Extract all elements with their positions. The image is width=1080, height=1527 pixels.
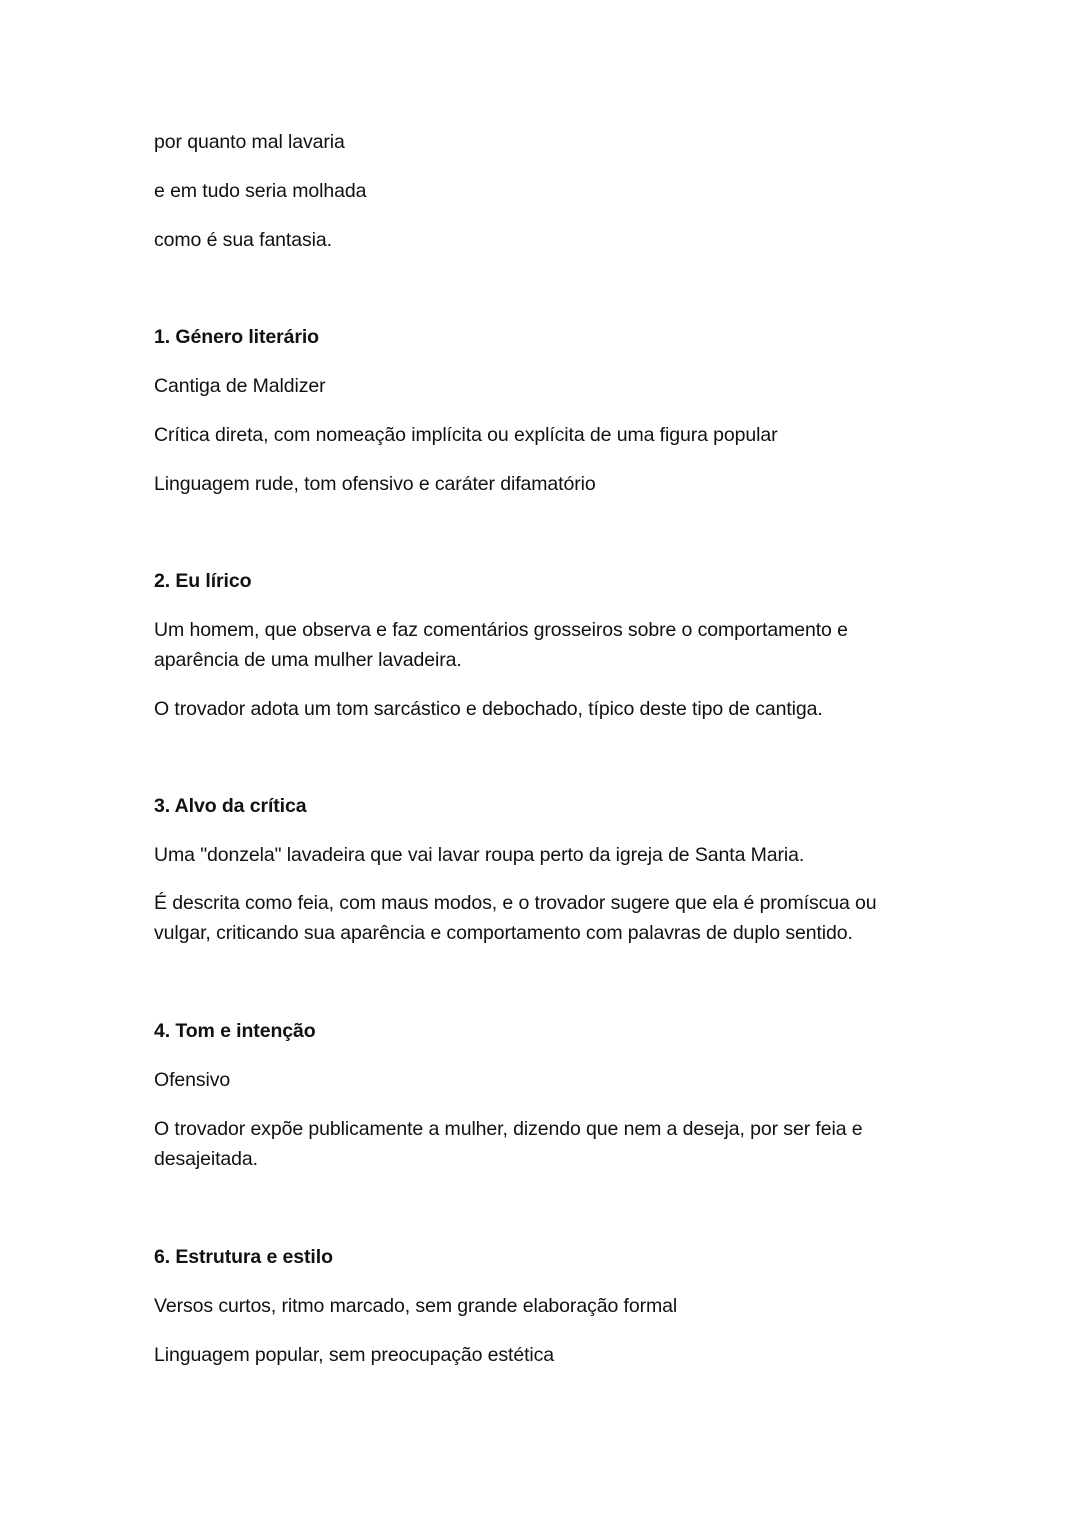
section-paragraph: Cantiga de Maldizer	[154, 375, 326, 397]
section-heading: 3. Alvo da crítica	[154, 795, 307, 817]
section-paragraph: Crítica direta, com nomeação implícita ou explícita de uma figura popular	[154, 424, 778, 446]
section-heading: 2. Eu lírico	[154, 570, 252, 592]
section-paragraph: Versos curtos, ritmo marcado, sem grande elaboração formal	[154, 1295, 678, 1317]
poem-line: como é sua fantasia.	[154, 229, 332, 251]
section-heading: 6. Estrutura e estilo	[154, 1246, 333, 1268]
section-heading: 4. Tom e intenção	[154, 1020, 316, 1042]
poem-line: e em tudo seria molhada	[154, 180, 367, 202]
section-paragraph: O trovador adota um tom sarcástico e debochado, típico deste tipo de cantiga.	[154, 698, 823, 720]
section-paragraph: Ofensivo	[154, 1069, 231, 1091]
poem-line: por quanto mal lavaria	[154, 131, 345, 153]
section-paragraph: É descrita como feia, com maus modos, e o trovador sugere que ela é promíscua ou vulgar, criticando sua aparência e comportamento com palavras de duplo sentido.	[154, 892, 877, 944]
section-heading: 1. Género literário	[154, 326, 319, 348]
section-paragraph: O trovador expõe publicamente a mulher, dizendo que nem a deseja, por ser feia e desajeitada.	[154, 1118, 863, 1170]
section-paragraph: Linguagem popular, sem preocupação estética	[154, 1344, 555, 1366]
section-paragraph: Uma "donzela" lavadeira que vai lavar roupa perto da igreja de Santa Maria.	[154, 844, 805, 866]
section-paragraph: Um homem, que observa e faz comentários grosseiros sobre o comportamento e aparência de uma mulher lavadeira.	[154, 619, 848, 671]
section-paragraph: Linguagem rude, tom ofensivo e caráter difamatório	[154, 473, 596, 495]
